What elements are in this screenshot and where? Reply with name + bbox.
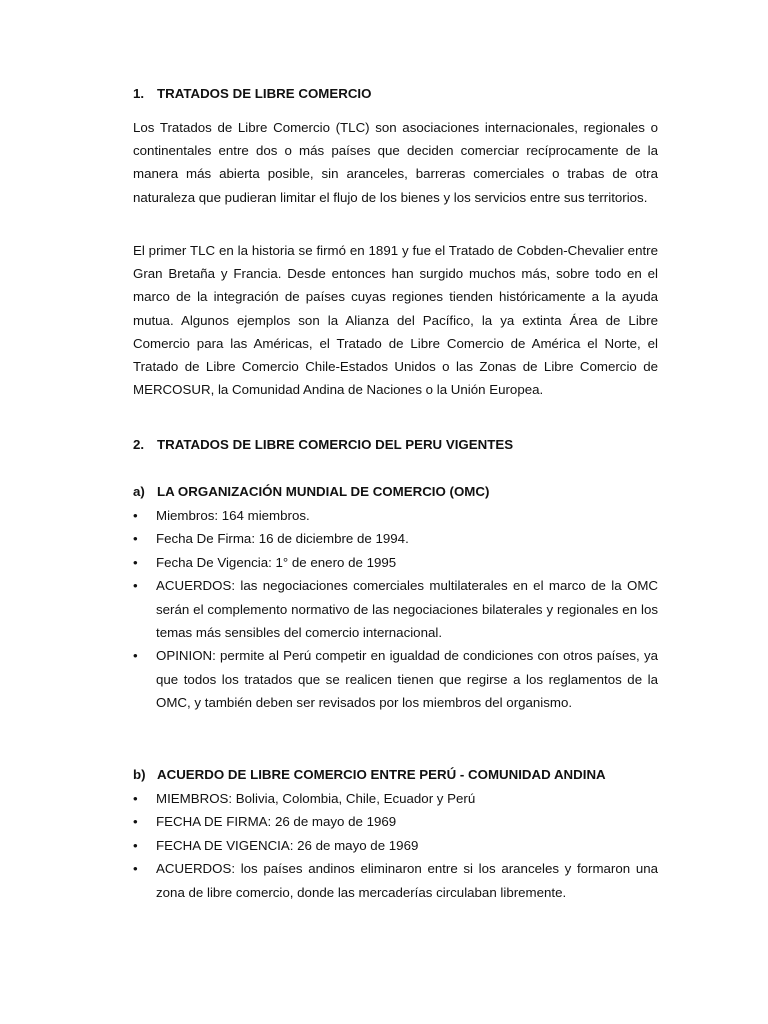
subsection-b-title: ACUERDO DE LIBRE COMERCIO ENTRE PERÚ - COMUNIDAD ANDINA xyxy=(157,767,606,782)
bullet-icon: • xyxy=(133,531,138,547)
list-item: • FECHA DE FIRMA: 26 de mayo de 1969 xyxy=(133,810,658,833)
bullet-icon: • xyxy=(133,861,138,877)
list-item: • Miembros: 164 miembros. xyxy=(133,504,658,527)
section-1-number: 1. xyxy=(133,86,145,101)
section-1-paragraph-2: El primer TLC en la historia se firmó en 1891 y fue el Tratado de Cobden-Chevalier entre Gran Bretaña y Francia. Desde entonces han surgido muchos más, sobre todo en el marco de la integración de países cuyas regiones tienden históricamente a la ayuda mutua. Algunos ejemplos son la Alianza del Pacífico, la ya extinta Área de Libre Comercio para las Américas, el Tratado de Libre Comercio de América el Norte, el Tratado de Libre Comercio Chile-Estados Unidos o las Zonas de Libre Comercio de MERCOSUR, la Comunidad Andina de Naciones o la Unión Europea. xyxy=(133,243,658,398)
section-1-paragraph-1: Los Tratados de Libre Comercio (TLC) son asociaciones internacionales, regionales o continentales entre dos o más países que deciden comerciar recíprocamente de la manera más abierta posible, sin aranceles, barreras comerciales o trabas de otra naturaleza que pudieran limitar el flujo de los bienes y los servicios entre sus territorios. xyxy=(133,120,658,205)
list-item: • Fecha De Vigencia: 1° de enero de 1995 xyxy=(133,551,658,574)
list-item: • ACUERDOS: las negociaciones comerciales multilaterales en el marco de la OMC serán el complemento normativo de las negociaciones bilaterales y regionales en los temas más sensibles del comercio internacional. xyxy=(133,574,658,644)
list-item: • OPINION: permite al Perú competir en igualdad de condiciones con otros países, ya que todos los tratados que se realicen tienen que regirse a los reglamentos de la OMC, y también deben ser revisados por los miembros del organismo. xyxy=(133,644,658,714)
bullet-icon: • xyxy=(133,508,138,523)
section-2-title: TRATADOS DE LIBRE COMERCIO DEL PERU VIGENTES xyxy=(157,437,514,452)
bullet-icon: • xyxy=(133,554,138,570)
section-2-number: 2. xyxy=(133,437,145,452)
subsection-a-list xyxy=(133,504,658,715)
subsection-a-title: LA ORGANIZACIÓN MUNDIAL DE COMERCIO (OMC) xyxy=(157,484,490,499)
list-item: • FECHA DE VIGENCIA: 26 de mayo de 1969 xyxy=(133,834,658,857)
section-1-title: TRATADOS DE LIBRE COMERCIO xyxy=(157,86,372,101)
bullet-icon: • xyxy=(133,648,138,664)
section-2-heading xyxy=(133,437,658,453)
bullet-icon: • xyxy=(133,814,138,830)
bullet-icon: • xyxy=(133,578,138,594)
bullet-icon: • xyxy=(133,791,138,806)
bullet-icon: • xyxy=(133,837,138,853)
subsection-a-letter: a) xyxy=(133,484,145,499)
list-item: • MIEMBROS: Bolivia, Colombia, Chile, Ecuador y Perú xyxy=(133,787,658,810)
subsection-b-list xyxy=(133,787,658,904)
subsection-b-letter: b) xyxy=(133,767,146,782)
subsection-b-heading xyxy=(133,767,658,783)
list-item: • ACUERDOS: los países andinos eliminaron entre si los aranceles y formaron una zona de libre comercio, donde las mercaderías circulaban libremente. xyxy=(133,857,658,904)
subsection-a-heading xyxy=(133,484,658,500)
list-item: • Fecha De Firma: 16 de diciembre de 1994. xyxy=(133,527,658,550)
section-1-heading xyxy=(133,86,658,102)
